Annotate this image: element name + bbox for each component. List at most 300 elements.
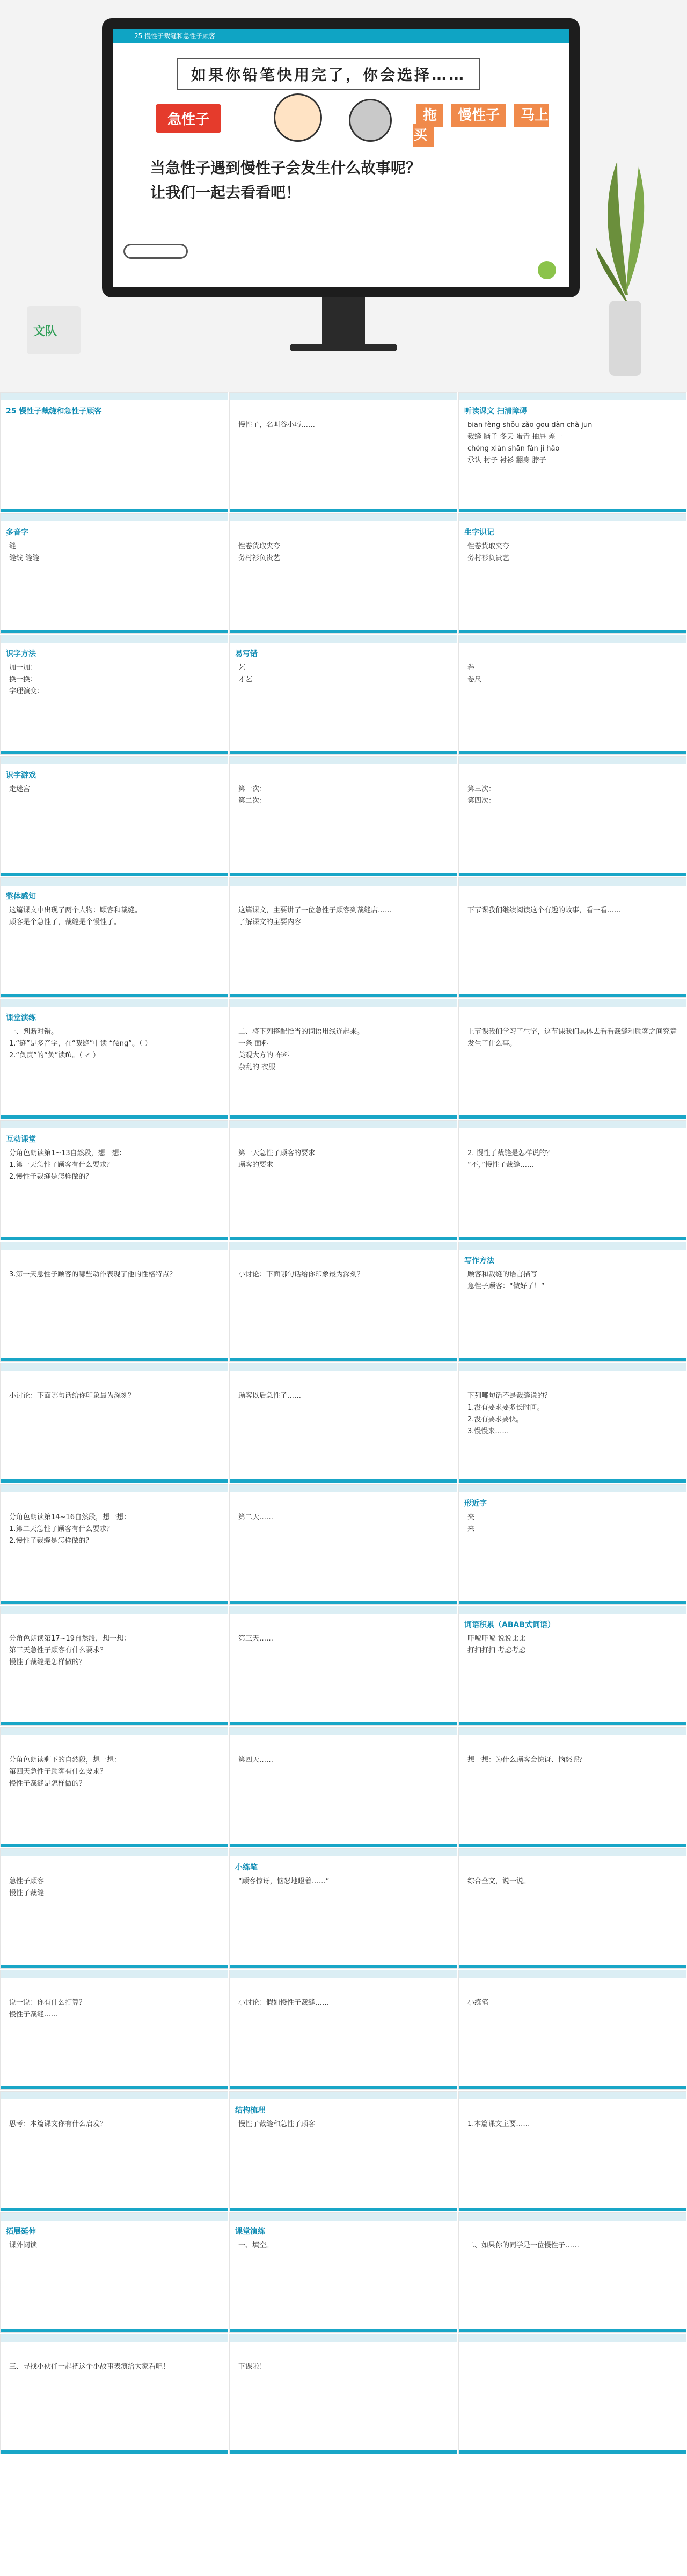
slide-thumbnail[interactable]	[0, 1484, 228, 1605]
slide-title: 整体感知	[6, 892, 36, 901]
slide-title: 拓展延伸	[6, 2227, 36, 2236]
slide-header-bar	[459, 393, 686, 400]
slide-body	[467, 1876, 678, 1888]
slide-footer-bar	[1, 2329, 228, 2332]
slide-footer-bar	[230, 1965, 457, 1968]
slide-line: 下节课我们继续阅读这个有趣的故事，看一看……	[467, 906, 622, 915]
slide-line: “不，”慢性子裁缝……	[467, 1161, 534, 1169]
slide-footer-bar	[459, 509, 686, 512]
slide-line: 急性子顾客：“做好了！”	[467, 1282, 545, 1290]
slide-body	[238, 1148, 449, 1171]
slide-footer-bar	[459, 873, 686, 876]
prompt-line-2: 让我们一起去看看吧！	[150, 184, 301, 201]
slide-thumbnail[interactable]	[229, 635, 457, 755]
slide-title: 小练笔	[235, 1863, 258, 1872]
slide-header-bar	[459, 1849, 686, 1856]
slide-footer-bar	[1, 994, 228, 997]
slide-body	[9, 1390, 220, 1402]
slide-body	[467, 662, 678, 686]
slide-line: 小讨论：下面哪句话给你印象最为深刻？	[238, 1271, 364, 1279]
tag-slow-prefix: 拖	[416, 104, 443, 127]
slide-line: 1.第一天急性子顾客有什么要求？	[9, 1161, 114, 1169]
slide-body	[238, 1876, 449, 1888]
slide-title: 多音字	[6, 528, 28, 537]
slide-footer-bar	[1, 1115, 228, 1119]
slide-footer-bar	[230, 2450, 457, 2454]
prompt	[150, 156, 421, 205]
slide-thumbnail[interactable]	[0, 1363, 228, 1483]
slide-footer-bar	[1, 1722, 228, 1725]
slide-body	[238, 905, 449, 928]
slide-footer-bar	[1, 630, 228, 633]
slide-footer-bar	[230, 1601, 457, 1604]
slide-line: 分角色朗读第17~19自然段，想一想：	[9, 1635, 130, 1643]
slide-footer-bar	[230, 2329, 457, 2332]
slide-line: 这篇课文中出现了两个人物：顾客和裁缝。	[9, 906, 142, 915]
slide-line: 1.第二天急性子顾客有什么要求？	[9, 1525, 114, 1533]
slide-line: 想一想：为什么顾客会惊讶、恼怒呢？	[467, 1756, 587, 1764]
slide-footer-bar	[1, 1844, 228, 1847]
slide-header-bar	[1, 514, 228, 521]
slide-line: 1.“缝”是多音字，在“裁缝”中读 “féng”。（ ）	[9, 1040, 152, 1048]
slide-footer-bar	[1, 873, 228, 876]
slide-line: 第四天急性子顾客有什么要求？	[9, 1768, 107, 1776]
slide-line: 2. 慢性子裁缝是怎样说的？	[467, 1149, 553, 1157]
slide-header-bar	[1, 999, 228, 1007]
slide-header-bar	[1, 1485, 228, 1492]
slide-thumbnail[interactable]	[0, 1727, 228, 1847]
slide-thumbnail[interactable]	[229, 2212, 457, 2333]
slide-thumbnail[interactable]	[0, 2212, 228, 2333]
slide-line: 分角色朗读第1~13自然段，想一想：	[9, 1149, 126, 1157]
slide-thumbnail[interactable]	[0, 877, 228, 998]
slide-line: 第三天……	[238, 1635, 274, 1643]
slide-line: 下课啦！	[238, 2363, 267, 2371]
slide-footer-bar	[459, 994, 686, 997]
slide-header-bar	[459, 1485, 686, 1492]
slide-line: 一条 面料	[238, 1040, 269, 1048]
slide-header-bar	[1, 1606, 228, 1614]
slide-title: 形近字	[464, 1499, 487, 1508]
slide-body	[9, 783, 220, 795]
slide-thumbnail[interactable]	[458, 2212, 686, 2333]
slide-title: 课堂演练	[6, 1014, 36, 1022]
slide-body	[9, 1997, 220, 2021]
slide-line: 分角色朗读第14~16自然段，想一想：	[9, 1513, 130, 1521]
slide-header-bar	[1, 635, 228, 643]
slide-line: 第四次：	[467, 797, 496, 805]
slide-thumbnail[interactable]	[229, 1484, 457, 1605]
slide-body	[9, 2240, 220, 2252]
slide-line: 顾客是个急性子，裁缝是个慢性子。	[9, 918, 121, 926]
slide-thumbnail[interactable]	[458, 1363, 686, 1483]
slide-line: 顾客和裁缝的语言描写	[467, 1271, 538, 1279]
slide-line: 这篇课文，主要讲了一位急性子顾客到裁缝店……	[238, 906, 392, 915]
prompt-line-1: 当急性子遇到慢性子会发生什么故事呢？	[150, 159, 421, 177]
slide-title: 结构梳理	[235, 2106, 265, 2115]
slide-header-bar	[230, 1849, 457, 1856]
slide-body	[467, 541, 678, 564]
slide-thumbnail[interactable]	[229, 1363, 457, 1483]
monitor-stand	[322, 297, 365, 346]
slide-line: 二、将下列搭配恰当的词语用线连起来。	[238, 1028, 364, 1036]
slide-body	[467, 783, 678, 807]
slide-body	[238, 1026, 449, 1073]
slide-line: 上节课我们学习了生字，这节课我们具体去看看裁缝和顾客之间究竟发生了什么事。	[467, 1028, 677, 1048]
slide-header-bar	[459, 2213, 686, 2221]
slide-header-bar	[230, 1363, 457, 1371]
slide-footer-bar	[230, 1722, 457, 1725]
slide-thumbnail[interactable]	[0, 635, 228, 755]
monitor-frame	[102, 18, 580, 297]
slide-header-bar	[1, 1970, 228, 1978]
slide-footer-bar	[459, 1358, 686, 1361]
slide-line: biān fèng shǒu zǎo gōu dàn chà jūn	[467, 421, 593, 429]
boy-face-icon	[274, 93, 322, 142]
slide-thumbnail[interactable]	[458, 1484, 686, 1605]
slide-thumbnail[interactable]	[0, 392, 228, 512]
slide-line: 美观大方的 布料	[238, 1051, 290, 1060]
slide-body	[467, 1512, 678, 1535]
slide-body	[238, 2240, 449, 2252]
slide-line: 打扫打扫 考虑考虑	[467, 1646, 526, 1655]
slide-footer-bar	[459, 1844, 686, 1847]
slide-footer-bar	[459, 1237, 686, 1240]
slide-body	[238, 1390, 449, 1402]
slide-footer-bar	[459, 2086, 686, 2089]
slide-line: “顾客惊讶，恼怒地瞪着……”	[238, 1877, 330, 1885]
slide-line: 卷尺	[467, 676, 482, 684]
slide-line: 性卷货取夹夸	[238, 542, 281, 550]
slide-header-bar	[1, 2334, 228, 2342]
slide-body	[238, 541, 449, 564]
slide-footer-bar	[230, 1237, 457, 1240]
slide-line: 二、如果你的同学是一位慢性子……	[467, 2241, 580, 2250]
slide-line: 性卷货取夹夸	[467, 542, 510, 550]
slide-line: 第二次：	[238, 797, 267, 805]
slide-header-bar	[230, 757, 457, 764]
slide-body	[9, 1633, 220, 1668]
slide-body	[9, 2361, 220, 2373]
slide-thumbnail[interactable]	[458, 2334, 686, 2454]
slide-line: 2.慢性子裁缝是怎样做的？	[9, 1537, 93, 1545]
slide-footer-bar	[230, 630, 457, 633]
slide-body	[9, 1754, 220, 1790]
slide-thumbnail[interactable]	[458, 1606, 686, 1726]
slide-footer-bar	[230, 1844, 457, 1847]
slide-line: 了解课文的主要内容	[238, 918, 302, 926]
slide-body	[9, 905, 220, 928]
slide-body	[467, 1148, 678, 1171]
slide-body	[238, 1633, 449, 1645]
slide-title: 课堂演练	[235, 2227, 265, 2236]
slide-thumbnail[interactable]	[229, 1848, 457, 1969]
slide-line: 1.本篇课文主要……	[467, 2120, 530, 2128]
slide-footer-bar	[1, 2450, 228, 2454]
slide-line: 缝	[9, 542, 17, 550]
slide-thumbnail[interactable]	[0, 999, 228, 1119]
slide-header-bar	[459, 514, 686, 521]
slide-line: 缝线 缝缝	[9, 554, 40, 562]
slide-header-bar	[1, 1121, 228, 1128]
slide-header-bar	[1, 1242, 228, 1250]
slide-line: chóng xiàn shān fǎn jí hǎo	[467, 445, 560, 453]
slide-thumbnail[interactable]	[0, 1970, 228, 2090]
slide-thumbnail[interactable]	[458, 392, 686, 512]
slide-thumbnail[interactable]	[0, 513, 228, 634]
slide-header-bar	[230, 514, 457, 521]
slide-header-bar	[230, 1485, 457, 1492]
slide-title: 听读课文 扫清障碍	[464, 407, 527, 416]
slide-body	[9, 1148, 220, 1183]
slide-line: 3.慢慢来……	[467, 1427, 509, 1435]
slide-footer-bar	[459, 1965, 686, 1968]
hero-mockup	[0, 0, 687, 392]
slide-line: 慢性子裁缝是怎样做的？	[9, 1780, 86, 1788]
brand-logo: 文队	[27, 306, 81, 354]
slide-body	[467, 2240, 678, 2252]
slide-header-bar	[230, 999, 457, 1007]
slide-line: 急性子顾客	[9, 1877, 45, 1885]
slide-footer-bar	[1, 2086, 228, 2089]
slide-line: 顾客的要求	[238, 1161, 274, 1169]
slide-header-bar	[459, 1363, 686, 1371]
slide-thumbnail[interactable]	[229, 999, 457, 1119]
slide-thumbnail[interactable]	[229, 1242, 457, 1362]
slide-screen	[113, 29, 569, 287]
slide-line: 综合全文，说一说。	[467, 1877, 531, 1885]
slide-footer-bar	[459, 1601, 686, 1604]
slide-body	[9, 1269, 220, 1281]
slide-line: 慢性子裁缝	[9, 1889, 45, 1897]
slide-header-bar	[459, 1606, 686, 1614]
tag-slow	[413, 104, 569, 144]
slide-thumbnail[interactable]	[229, 1970, 457, 2090]
slide-header-bar	[1, 1363, 228, 1371]
slide-thumbnail[interactable]	[458, 2091, 686, 2211]
plant-icon	[596, 156, 655, 381]
slide-title: 生字识记	[464, 528, 494, 537]
slide-header-bar	[1, 1849, 228, 1856]
slide-thumbnail[interactable]	[458, 756, 686, 876]
slide-thumbnail[interactable]	[229, 1727, 457, 1847]
slide-body	[467, 1390, 678, 1438]
slide-body	[467, 1997, 678, 2009]
slide-line: 才艺	[238, 676, 253, 684]
slide-thumbnail[interactable]	[458, 999, 686, 1119]
slide-title: 识字游戏	[6, 771, 36, 780]
slide-thumbnail[interactable]	[458, 1727, 686, 1847]
slide-line: 小练笔	[467, 1999, 489, 2007]
slide-body	[9, 541, 220, 564]
slide-body	[9, 1026, 220, 1062]
slide-footer-bar	[230, 751, 457, 754]
slide-footer-bar	[230, 2208, 457, 2211]
slide-thumbnail[interactable]	[0, 2091, 228, 2211]
question-title: 如果你铅笔快用完了，你会选择……	[177, 58, 480, 90]
slide-thumbnail[interactable]	[458, 1848, 686, 1969]
slide-footer-bar	[459, 2329, 686, 2332]
slide-header-bar	[459, 1121, 686, 1128]
slide-header-bar	[459, 2092, 686, 2099]
slide-footer-bar	[459, 1479, 686, 1483]
slide-footer-bar	[230, 1358, 457, 1361]
slide-footer-bar	[459, 751, 686, 754]
slide-header-bar	[459, 1728, 686, 1735]
slide-body	[238, 419, 449, 431]
slide-line: 裁缝 脑子 冬天 蛋青 抽屉 差一	[467, 433, 562, 441]
slide-footer-bar	[230, 1115, 457, 1119]
slide-header-bar	[230, 1242, 457, 1250]
slide-header-bar	[230, 2092, 457, 2099]
slide-header-bar	[459, 2334, 686, 2342]
slide-footer-bar	[230, 1479, 457, 1483]
slide-thumbnail[interactable]	[229, 756, 457, 876]
slide-line: 务村衫负贵艺	[238, 554, 281, 562]
smile-icon	[538, 261, 556, 279]
slide-footer-bar	[1, 1358, 228, 1361]
slide-thumbnail[interactable]	[229, 392, 457, 512]
slide-line: 说一说：你有什么打算？	[9, 1999, 86, 2007]
slide-footer-bar	[230, 2086, 457, 2089]
slide-footer-bar	[1, 509, 228, 512]
slide-title: 识字方法	[6, 650, 36, 658]
slide-footer-bar	[1, 1479, 228, 1483]
slide-line: 课外阅读	[9, 2241, 38, 2250]
slide-body	[238, 2361, 449, 2373]
slide-header-bar	[230, 635, 457, 643]
slide-line: 慢性子，名叫谷小巧……	[238, 421, 316, 429]
slide-thumbnail[interactable]	[458, 635, 686, 755]
slide-body	[467, 2118, 678, 2130]
snail-icon	[349, 99, 392, 142]
slide-body	[9, 1876, 220, 1899]
slide-thumbnail[interactable]	[229, 877, 457, 998]
monitor-base	[290, 344, 397, 351]
tag-fast: 急性子	[156, 104, 221, 133]
slide-line: 吓唬吓唬 说说比比	[467, 1635, 526, 1643]
slide-body	[467, 1269, 678, 1293]
slide-line: 慢性子裁缝……	[9, 2011, 59, 2019]
slide-line: 卷	[467, 664, 475, 672]
slide-header-bar	[230, 2334, 457, 2342]
slide-footer-bar	[1, 1601, 228, 1604]
slide-footer-bar	[459, 2208, 686, 2211]
slide-body	[9, 1512, 220, 1547]
slide-line: 3.第一天急性子顾客的哪些动作表现了他的性格特点？	[9, 1271, 177, 1279]
slide-title: 25 慢性子裁缝和急性子顾客	[6, 407, 102, 416]
slide-body	[9, 2118, 220, 2130]
slide-footer-bar	[1, 1965, 228, 1968]
slide-thumbnail[interactable]	[0, 2334, 228, 2454]
slide-header-bar	[459, 999, 686, 1007]
slide-footer-bar	[230, 873, 457, 876]
slide-header-bar	[1, 757, 228, 764]
slide-thumbnail[interactable]	[0, 1242, 228, 1362]
slide-line: 顾客以后急性子……	[238, 1392, 302, 1400]
slide-line: 艺	[238, 664, 246, 672]
slide-line: 2.没有要求要快。	[467, 1416, 523, 1424]
slide-thumbnail[interactable]	[229, 2091, 457, 2211]
slide-body	[467, 1026, 678, 1050]
slide-body	[238, 783, 449, 807]
slide-thumbnail[interactable]	[458, 1970, 686, 2090]
slide-body	[238, 2118, 449, 2130]
slide-footer-bar	[459, 630, 686, 633]
slide-line: 走迷宫	[9, 785, 31, 793]
slide-footer-bar	[459, 1115, 686, 1119]
slide-header-bar	[1, 393, 228, 400]
slide-line: 换一换：	[9, 676, 38, 684]
slide-thumbnail[interactable]	[229, 513, 457, 634]
tag-slow-suffix: 马上买	[413, 104, 549, 147]
slide-line: 一、填空。	[238, 2241, 274, 2250]
slide-header-bar	[1, 1728, 228, 1735]
slide-thumbnail[interactable]	[0, 1120, 228, 1240]
slide-body	[9, 662, 220, 698]
slide-header-bar	[459, 757, 686, 764]
slide-header-bar	[230, 393, 457, 400]
slide-line: 三、寻找小伙伴一起把这个小故事表演给大家看吧！	[9, 2363, 170, 2371]
slide-topbar: 25 慢性子裁缝和急性子顾客	[113, 29, 569, 43]
slide-thumbnail[interactable]	[458, 1242, 686, 1362]
slide-title: 易写错	[235, 650, 258, 658]
slide-header-bar	[1, 2092, 228, 2099]
slide-thumbnail[interactable]	[0, 756, 228, 876]
slide-header-bar	[1, 878, 228, 886]
slide-thumbnail[interactable]	[458, 877, 686, 998]
slide-line: 字理演变：	[9, 687, 45, 695]
slide-header-bar	[230, 878, 457, 886]
slide-thumbnail[interactable]	[458, 513, 686, 634]
slide-title: 词语积累（ABAB式词语）	[464, 1621, 556, 1629]
scissors-icon	[123, 244, 188, 259]
slide-header-bar	[459, 635, 686, 643]
slide-thumbnail[interactable]	[229, 2334, 457, 2454]
slide-body	[238, 1754, 449, 1766]
slide-body	[238, 1512, 449, 1523]
slide-header-bar	[230, 1121, 457, 1128]
slide-header-bar	[230, 1606, 457, 1614]
slide-line: 第一天急性子顾客的要求	[238, 1149, 316, 1157]
slide-body	[238, 1269, 449, 1281]
slide-body	[467, 905, 678, 917]
slide-line: 第三天急性子顾客有什么要求？	[9, 1646, 107, 1655]
slide-line: 杂乱的 衣服	[238, 1063, 276, 1071]
slide-body	[467, 1633, 678, 1657]
slide-footer-bar	[1, 751, 228, 754]
slide-header-bar	[230, 2213, 457, 2221]
slide-line: 第一次：	[238, 785, 267, 793]
slide-footer-bar	[230, 509, 457, 512]
slide-line: 夹	[467, 1513, 475, 1521]
slide-thumbnail[interactable]	[229, 1606, 457, 1726]
slide-body	[238, 662, 449, 686]
slide-thumbnail[interactable]	[0, 1848, 228, 1969]
slide-header-bar	[230, 1728, 457, 1735]
slide-line: 来	[467, 1525, 475, 1533]
slide-thumbnail[interactable]	[0, 1606, 228, 1726]
slide-thumbnail[interactable]	[458, 1120, 686, 1240]
slide-title: 写作方法	[464, 1257, 494, 1265]
slide-header-bar	[459, 878, 686, 886]
slide-body	[238, 1997, 449, 2009]
slide-line: 承认 村子 衬衫 翻身 脖子	[467, 456, 546, 465]
slide-header-bar	[459, 1242, 686, 1250]
slide-line: 务村衫负贵艺	[467, 554, 510, 562]
slide-thumbnail[interactable]	[229, 1120, 457, 1240]
slide-line: 第四天……	[238, 1756, 274, 1764]
